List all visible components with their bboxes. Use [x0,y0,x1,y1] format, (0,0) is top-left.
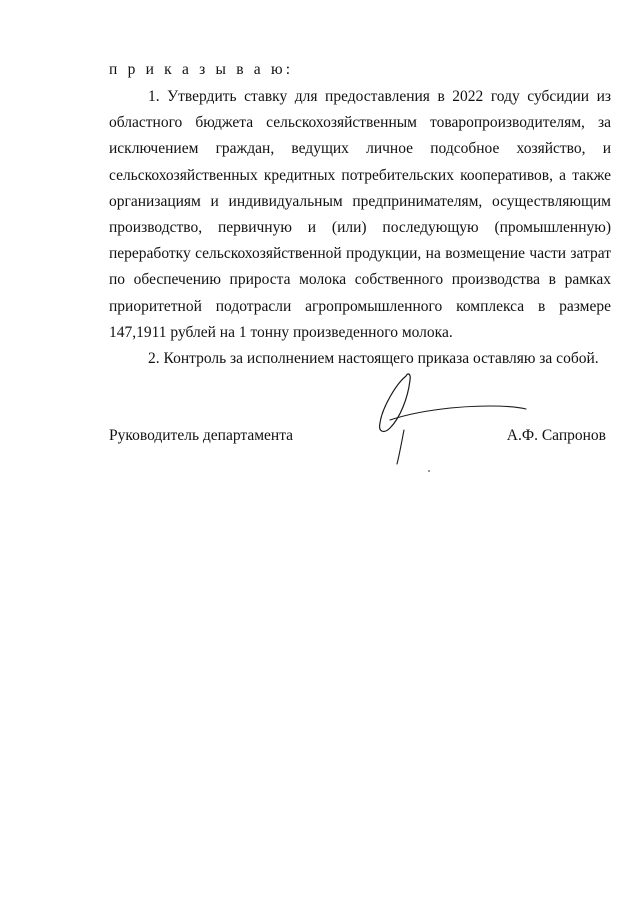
signatory-name: А.Ф. Сапронов [506,427,606,444]
handwritten-signature [360,368,540,478]
signature-block [109,426,611,450]
scan-speck [428,470,430,472]
order-body [109,84,611,372]
order-heading: п р и к а з ы в а ю: [109,61,294,78]
paragraph-1: 1. Утвердить ставку для предоставления в 2022 году субсидии из областного бюджета сельскохозяйственным товаропроизводителям, за исключением граждан, ведущих личное подсобное хозяйство, и сельскохозяйственных кредитных потребительских кооперативов, а также организациям и индивидуальным предпринимателям, осуществляющим производство, первичную и (или) последующую (промышленную) переработку сельскохозяйственной продукции, на возмещение части затрат по обеспечению прироста молока собственного производства в рамках приоритетной подотрасли агропромышленного комплекса в размере 147,1911 рублей на 1 тонну произведенного молока. [109,88,611,341]
signatory-position: Руководитель департамента [109,427,294,444]
paragraph-2: 2. Контроль за исполнением настоящего приказа оставляю за собой. [148,350,599,368]
